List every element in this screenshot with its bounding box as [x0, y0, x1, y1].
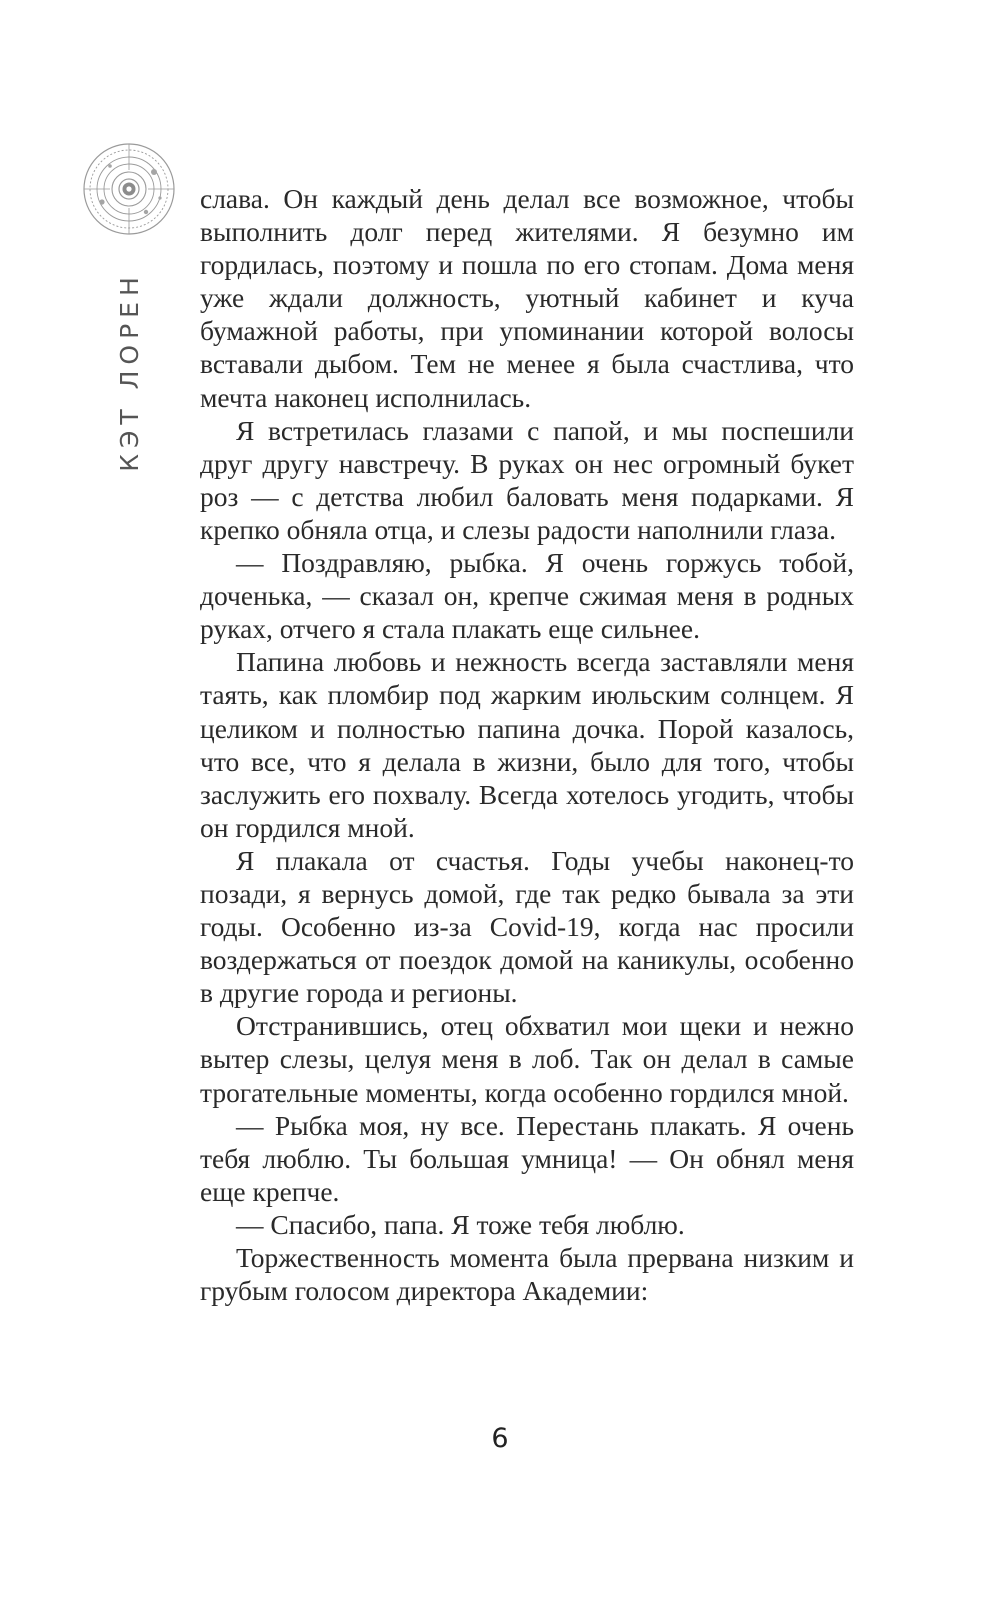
paragraph: Я встретилась глазами с папой, и мы поспешили друг другу навстречу. В руках он нес огромный букет роз — с детства любил баловать меня подарками. Я крепко обняла отца, и слезы радости наполнили глаза. [200, 414, 854, 545]
paragraph: — Рыбка моя, ну все. Перестань плакать. Я очень тебя люблю. Ты большая умница! — Он обнял меня еще крепче. [200, 1109, 854, 1207]
target-emblem-icon [82, 142, 176, 236]
paragraph: Папина любовь и нежность всегда заставляли меня таять, как пломбир под жарким июльским солнцем. Я целиком и полностью папина дочка. Порой казалось, что все, что я делала в жизни, было для того, чтобы заслужить его похвалу. Всегда хотелось угодить, чтобы он гордился мной. [200, 646, 854, 843]
paragraph: — Спасибо, папа. Я тоже тебя люблю. [236, 1208, 685, 1240]
paragraph: слава. Он каждый день делал все возможное, чтобы выполнить долг перед жителями. Я безумно им гордилась, поэтому и пошла по его стопам. Дома меня уже ждали должность, уютный кабинет и куча бумажной работы, при упоминании которой волосы вставали дыбом. Тем не менее я была счастлива, что мечта наконец исполнилась. [200, 183, 854, 413]
paragraph: Отстранившись, отец обхватил мои щеки и нежно вытер слезы, целуя меня в лоб. Так он делал в самые трогательные моменты, когда особенно гордился мной. [200, 1010, 854, 1108]
paragraph: Торжественность момента была прервана низким и грубым голосом директора Академии: [200, 1242, 854, 1307]
paragraph: — Поздравляю, рыбка. Я очень горжусь тобой, доченька, — сказал он, крепче сжимая меня в родных руках, отчего я стала плакать еще сильнее. [200, 547, 854, 645]
body-text [200, 182, 854, 1307]
page-number: 6 [491, 1423, 509, 1454]
paragraph: Я плакала от счастья. Годы учебы наконец-то позади, я вернусь домой, где так редко бывала за эти годы. Особенно из-за Covid-19, когда нас просили воздержаться от поездок домой на каникулы, особенно в другие города и регионы. [200, 844, 854, 1009]
author-name: КЭТ ЛОРЕН [114, 270, 144, 472]
